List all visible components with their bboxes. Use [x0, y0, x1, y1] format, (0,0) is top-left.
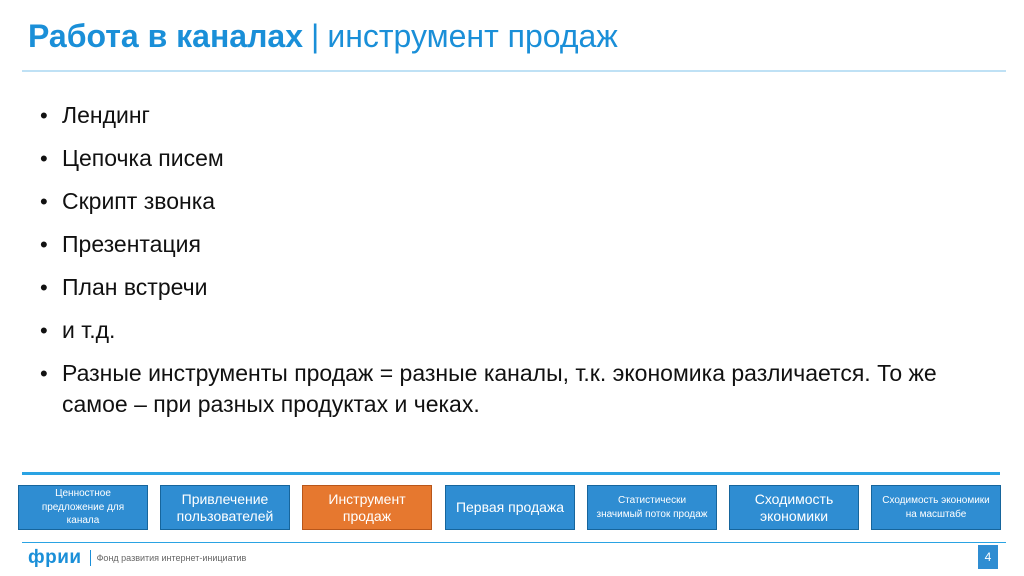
step-sales-tool — [302, 485, 432, 530]
step-economics-at-scale — [871, 485, 1001, 530]
bullet-item — [40, 315, 940, 346]
slide-title-subtitle: инструмент продаж — [327, 18, 618, 54]
step-label: Ценностное предложение для канала — [41, 488, 125, 527]
page-number: 4 — [978, 545, 998, 569]
frii-logo: фрии — [28, 547, 82, 568]
process-steps — [18, 485, 1002, 531]
bullet-dot-icon: • — [40, 103, 48, 128]
bullet-text: Разные инструменты продаж = разные каналы, т.к. экономика различается. То же самое – при разных продуктах и чеках. — [62, 360, 937, 417]
bullet-dot-icon: • — [40, 275, 48, 300]
step-label: Сходимость экономики — [754, 490, 834, 524]
bullet-item — [40, 100, 940, 131]
footer-logo-divider — [90, 550, 91, 566]
title-divider — [22, 70, 1006, 72]
footer — [28, 548, 246, 568]
step-label: Инструмент продаж — [328, 490, 406, 524]
bullet-dot-icon: • — [40, 318, 48, 343]
bullet-dot-icon: • — [40, 361, 48, 386]
step-unit-economics — [729, 485, 859, 530]
step-label: Привлечение пользователей — [176, 490, 274, 524]
step-significant-sales-flow — [587, 485, 717, 530]
slide-title — [28, 18, 618, 64]
step-first-sale — [445, 485, 575, 530]
footer-divider — [22, 542, 1006, 543]
bullet-item — [40, 272, 940, 303]
bullet-text: Скрипт звонка — [62, 188, 216, 214]
slide-title-main: Работа в каналах — [28, 18, 304, 54]
footer-org-name: Фонд развития интернет-инициатив — [96, 553, 247, 563]
bullet-dot-icon: • — [40, 146, 48, 171]
bullet-item — [40, 143, 940, 174]
bullet-text: Лендинг — [62, 102, 150, 128]
step-label: Первая продажа — [455, 499, 565, 516]
bullet-text: и т.д. — [62, 317, 116, 343]
bullet-text: Цепочка писем — [62, 145, 224, 171]
step-user-acquisition — [160, 485, 290, 530]
steps-top-divider — [22, 472, 1000, 475]
bullet-item — [40, 186, 940, 217]
bullet-item — [40, 358, 940, 420]
bullet-text: Презентация — [62, 231, 201, 257]
step-label: Сходимость экономики на масштабе — [882, 495, 990, 520]
bullet-dot-icon: • — [40, 189, 48, 214]
step-value-proposition — [18, 485, 148, 530]
step-label: Статистически значимый поток продаж — [596, 495, 708, 520]
bullet-list — [40, 100, 940, 432]
bullet-dot-icon: • — [40, 232, 48, 257]
bullet-item — [40, 229, 940, 260]
bullet-text: План встречи — [62, 274, 208, 300]
slide-title-separator: | — [311, 18, 320, 54]
